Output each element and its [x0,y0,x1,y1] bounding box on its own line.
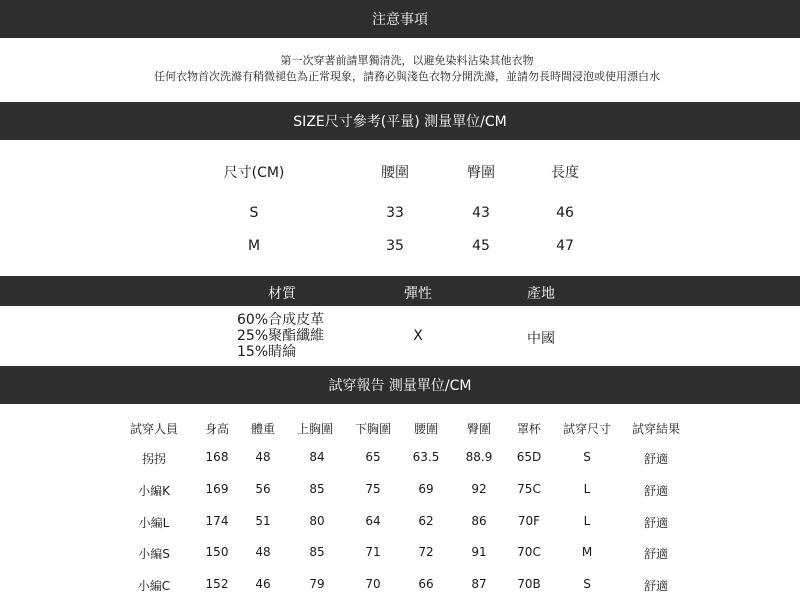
fitting-header-under-bust: 下胸圍 [354,422,392,436]
fitting-header-tester: 試穿人員 [129,422,179,436]
fitting-cell: 舒適 [643,516,669,530]
size-row-m-hip: 45 [472,238,490,254]
notice-title: 注意事項 [372,12,428,28]
size-row-s-waist: 33 [386,205,404,221]
fitting-cell: 70F [517,514,541,528]
material-header-composition: 材質 [268,286,296,302]
fitting-cell: 65 [365,450,381,464]
fitting-cell: 小編L [138,516,170,530]
fitting-cell: 46 [255,577,271,591]
size-header-size: 尺寸(CM) [223,165,285,181]
fitting-cell: 152 [205,577,229,591]
fitting-header-upper-bust: 上胸圍 [296,422,334,436]
size-row-m-size: M [247,238,261,254]
fitting-cell: 88.9 [465,450,493,464]
fitting-header-cup: 罩杯 [516,422,542,436]
size-header-bar [0,102,800,140]
fitting-cell: M [581,545,593,559]
material-composition-line: 60%合成皮革 [237,312,325,328]
material-header-origin: 產地 [527,286,555,302]
notice-line: 任何衣物首次洗滌有稍微褪色為正常現象，請務必與淺色衣物分開洗滌，並請勿長時間浸泡或使用漂白水 [154,70,660,83]
fitting-cell: 84 [309,450,325,464]
size-title: SIZE尺寸參考(平量) 測量單位/CM [293,114,507,130]
fitting-cell: 92 [471,482,487,496]
fitting-header-hip: 臀圍 [466,422,492,436]
fitting-cell: 舒適 [643,547,669,561]
fitting-cell: 79 [309,577,325,591]
size-header-hip: 臀圍 [467,165,495,181]
fitting-cell: 63.5 [412,450,440,464]
fitting-cell: 85 [309,482,325,496]
fitting-cell: 小編C [137,579,171,593]
size-row-m-waist: 35 [386,238,404,254]
fitting-cell: L [583,514,591,528]
fitting-cell: 65D [516,450,542,464]
notice-header-bar [0,0,800,38]
material-elasticity-value: X [413,328,423,344]
fitting-cell: 70B [517,577,541,591]
fitting-cell: 64 [365,514,381,528]
fitting-cell: 小編K [138,484,170,498]
fitting-cell: 舒適 [643,452,669,466]
fitting-cell: 71 [365,545,381,559]
fitting-cell: 48 [255,450,271,464]
size-header-length: 長度 [551,165,579,181]
fitting-cell: 86 [471,514,487,528]
fitting-cell: 72 [418,545,434,559]
fitting-header-height: 身高 [204,422,230,436]
fitting-title: 試穿報告 測量單位/CM [328,378,472,394]
fitting-cell: 91 [471,545,487,559]
fitting-cell: 62 [418,514,434,528]
fitting-cell: 70C [517,545,541,559]
fitting-cell: 169 [205,482,229,496]
fitting-cell: 80 [309,514,325,528]
fitting-cell: 66 [418,577,434,591]
fitting-cell: 拐拐 [141,452,167,466]
size-row-s-hip: 43 [472,205,490,221]
fitting-header-fit-size: 試穿尺寸 [562,422,612,436]
size-header-waist: 腰圍 [381,165,409,181]
fitting-header-bar [0,366,800,404]
fitting-cell: L [583,482,591,496]
fitting-cell: 56 [255,482,271,496]
fitting-cell: 48 [255,545,271,559]
fitting-cell: 70 [365,577,381,591]
fitting-cell: 174 [205,514,229,528]
material-origin-value: 中國 [527,331,555,347]
fitting-cell: 168 [205,450,229,464]
fitting-cell: 舒適 [643,579,669,593]
fitting-cell: 51 [255,514,271,528]
size-row-s-size: S [249,205,259,221]
size-row-m-length: 47 [556,238,574,254]
fitting-cell: 75 [365,482,381,496]
material-composition-line: 25%聚酯纖維 [237,328,325,344]
fitting-cell: S [583,577,591,591]
notice-line: 第一次穿著前請單獨清洗，以避免染料沾染其他衣物 [280,54,534,67]
fitting-cell: 85 [309,545,325,559]
fitting-cell: S [583,450,591,464]
fitting-cell: 150 [205,545,229,559]
fitting-cell: 小編S [138,547,170,561]
material-header-bar [0,276,800,306]
fitting-cell: 75C [517,482,541,496]
size-row-s-length: 46 [556,205,574,221]
fitting-cell: 87 [471,577,487,591]
fitting-cell: 69 [418,482,434,496]
material-composition-line: 15%睛綸 [237,344,297,360]
fitting-cell: 舒適 [643,484,669,498]
material-composition [237,312,324,360]
fitting-header-weight: 體重 [250,422,276,436]
fitting-header-waist: 腰圍 [413,422,439,436]
fitting-header-result: 試穿結果 [631,422,681,436]
material-header-elasticity: 彈性 [404,286,432,302]
